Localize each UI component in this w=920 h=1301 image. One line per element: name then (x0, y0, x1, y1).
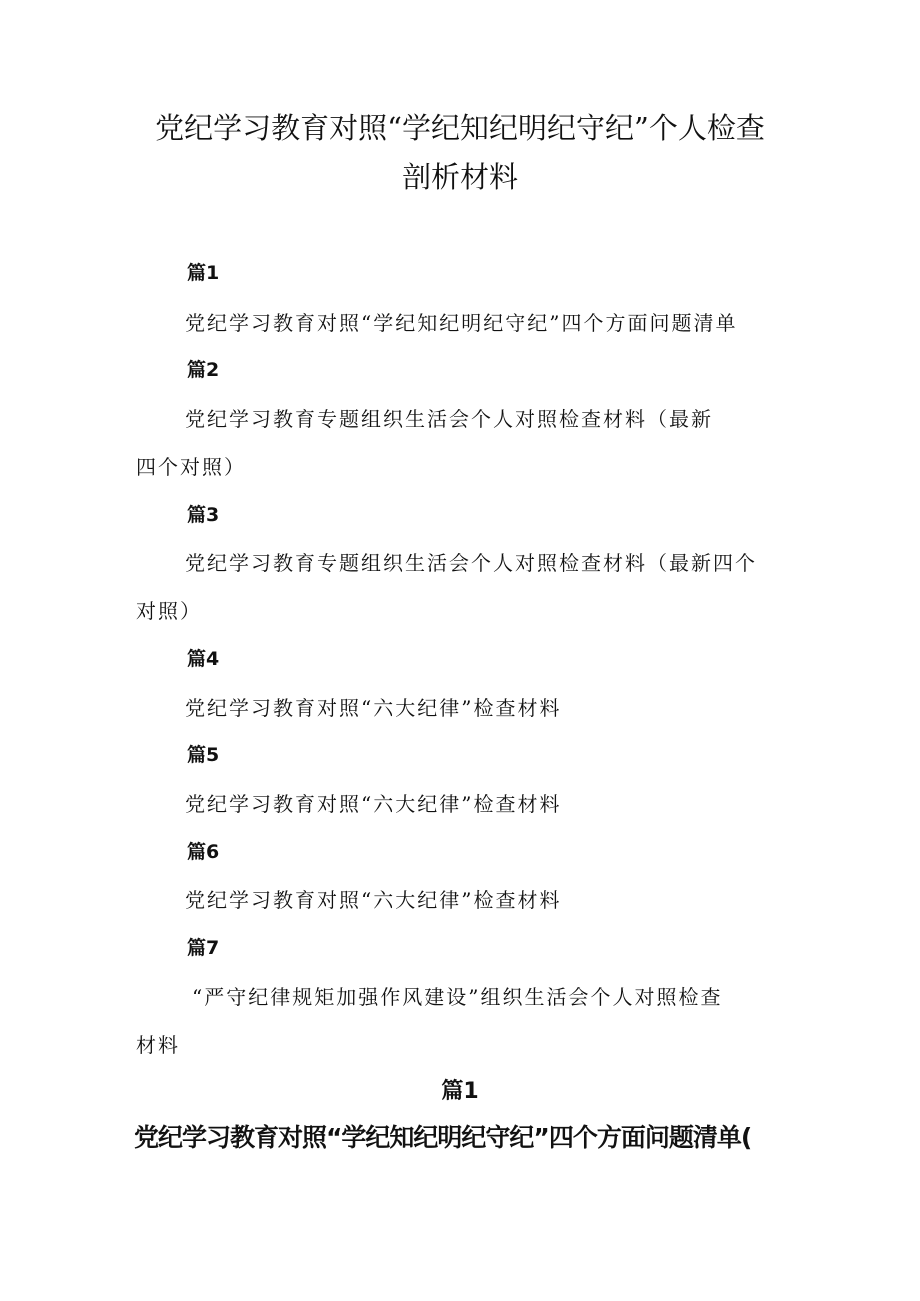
section-title: 党纪学习教育对照“学纪知纪明纪守纪”四个方面问题清单( (134, 1123, 752, 1152)
document-title-line-1: 党纪学习教育对照“学纪知纪明纪守纪”个人检查 (155, 111, 765, 145)
section-heading: 篇1 (441, 1079, 479, 1104)
document-page: 党纪学习教育对照“学纪知纪明纪守纪”个人检查 剖析材料 篇1 党纪学习教育对照“学纪知纪明纪守纪”四个方面问题清单 篇2 党纪学习教育专题组织生活会个人对照检查材料（最新 四个对照） 篇3 党纪学习教育专题组织生活会个人对照检查材料（最新四个 对照） 篇4 党纪学习教育对照“六大纪律”检查材料 篇5 党纪学习教育对照“六大纪律”检查材料 篇6 党纪学习教育对照“六大纪律”检查材料 篇7 “严守纪律规矩加强作风建设”组织生活会个人对照检查 材料 篇1 党纪学习教育对照“学纪知纪明纪守纪”四个方面问题清单( (0, 0, 920, 1301)
document-title-line-2: 剖析材料 (401, 160, 518, 194)
